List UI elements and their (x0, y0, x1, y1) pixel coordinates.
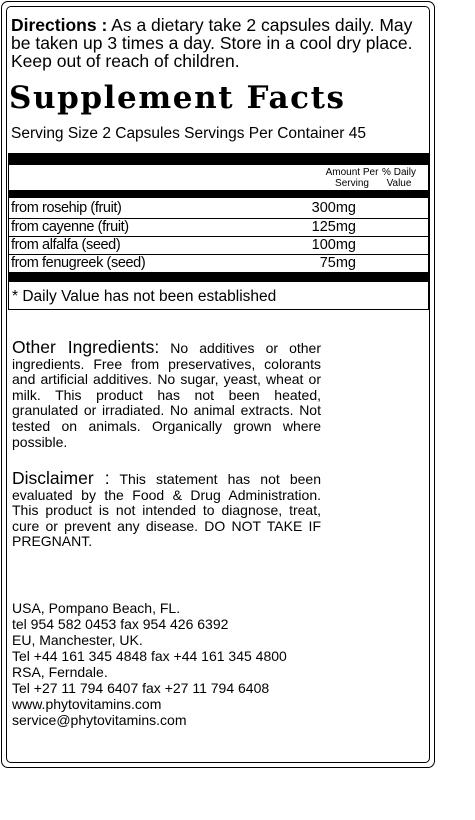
ingredient-amount: 75mg (319, 255, 356, 271)
ingredient-amount: 125mg (311, 219, 356, 235)
ingredient-amount: 100mg (311, 237, 356, 253)
website-link[interactable]: www.phytovitamins.com (12, 696, 162, 712)
disclaimer-heading: Disclaimer : (12, 468, 110, 488)
ingredient-name: from rosehip (fruit) (11, 200, 122, 216)
facts-header-bar (8, 190, 429, 198)
directions-heading: Directions : (11, 15, 108, 35)
contact-eu: EU, Manchester, UK. (12, 632, 143, 648)
disclaimer-body: This statement has not been evaluated by the Food & Drug Administration. This product is not intended to diagnose, treat, cure or prevent any disease. DO NOT TAKE IF PREGNANT. (12, 471, 321, 550)
column-amount-per-serving: Amount Per Serving (325, 167, 379, 189)
contact-usa-phone: tel 954 582 0453 fax 954 426 6392 (12, 616, 229, 632)
directions-text (11, 16, 416, 70)
supplement-facts-title: Supplement Facts (9, 80, 346, 116)
ingredient-name: from alfalfa (seed) (11, 237, 121, 253)
directions-body: As a dietary take 2 capsules daily. May be taken up 3 times a day. Store in a cool dry place. Keep out of reach of children. (11, 15, 413, 71)
table-row (11, 255, 356, 272)
table-row (11, 200, 356, 217)
ingredient-name: from cayenne (fruit) (11, 219, 129, 235)
ingredient-name: from fenugreek (seed) (11, 255, 146, 271)
table-row (11, 237, 356, 254)
column-daily-value: % Daily Value (382, 167, 416, 189)
contact-info (12, 600, 287, 728)
other-ingredients-heading: Other Ingredients: (12, 337, 160, 357)
contact-rsa-phone: Tel +27 11 794 6407 fax +27 11 794 6408 (12, 680, 270, 696)
facts-bottom-bar (8, 272, 429, 282)
contact-eu-phone: Tel +44 161 345 4848 fax +44 161 345 4800 (12, 648, 287, 664)
email-link[interactable]: service@phytovitamins.com (12, 712, 187, 728)
other-ingredients-body: No additives or other ingredients. Free from preservatives, colorants and artificial additives. No sugar, yeast, wheat or milk. This product has not been heated, granulated or irradiated. No animal extracts. Not tested on animals. Organically grown where possible. (12, 340, 321, 450)
table-row (11, 219, 356, 236)
contact-rsa: RSA, Ferndale. (12, 664, 108, 680)
other-ingredients (12, 337, 321, 450)
serving-info: Serving Size 2 Capsules Servings Per Container 45 (11, 125, 366, 142)
daily-value-footnote: * Daily Value has not been established (12, 288, 277, 305)
ingredient-amount: 300mg (311, 200, 356, 216)
contact-usa: USA, Pompano Beach, FL. (12, 600, 181, 616)
disclaimer (12, 468, 321, 550)
facts-top-bar (8, 153, 429, 165)
